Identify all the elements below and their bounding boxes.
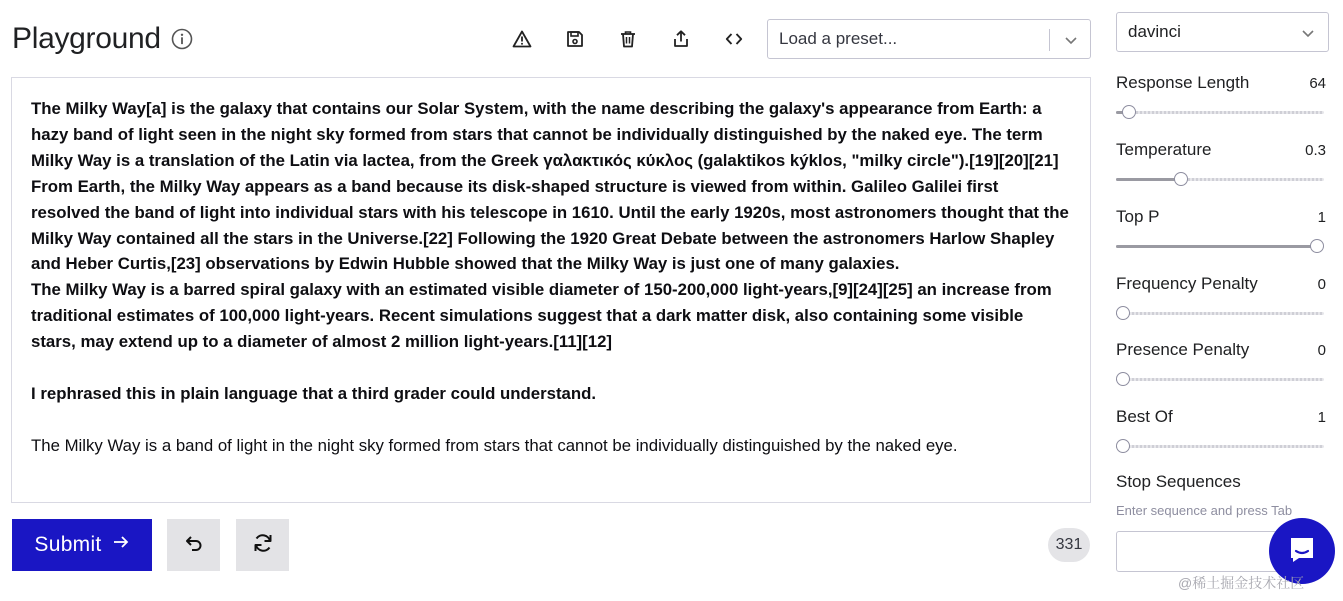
param-slider[interactable] [1116,440,1324,452]
param-slider[interactable] [1116,240,1324,252]
param-value[interactable]: 0 [1317,341,1326,359]
slider-thumb[interactable] [1310,239,1324,253]
param-slider[interactable] [1116,106,1324,118]
slider-thumb[interactable] [1116,306,1130,320]
submit-button[interactable] [12,519,152,571]
page-header [12,18,193,60]
param-slider[interactable] [1116,307,1324,319]
save-floppy-icon[interactable] [558,22,592,56]
param-temperature [1116,139,1326,185]
param-value[interactable]: 64 [1309,74,1326,92]
param-label: Best Of [1116,407,1173,426]
param-top-p [1116,206,1326,252]
preset-placeholder: Load a preset... [779,29,898,48]
param-value[interactable]: 0 [1317,275,1326,293]
chevron-down-icon [1299,24,1317,47]
stop-sequences-hint: Enter sequence and press Tab [1116,503,1293,518]
watermark-text: @稀土掘金技术社区 [1178,575,1305,591]
chat-bubble-icon [1285,532,1319,571]
warning-triangle-icon[interactable] [505,22,539,56]
preset-select[interactable] [767,19,1091,59]
param-row [1116,273,1326,295]
slider-track [1116,378,1324,381]
param-slider[interactable] [1116,173,1324,185]
prompt-paragraph: The Milky Way is a barred spiral galaxy with an estimated visible diameter of 150-200,000 light-years,[9][24][25] an increase from traditional estimates of 100,000 light-years. Recent simulations suggest that a dark matter disk, also containing some visible stars, may extend up to a diameter of almost 2 million light-years.[11][12] [31,280,1052,352]
code-icon[interactable] [717,22,751,56]
slider-thumb[interactable] [1116,372,1130,386]
undo-button[interactable] [167,519,220,571]
slider-fill [1116,178,1181,181]
param-row [1116,139,1326,161]
param-row [1116,72,1326,94]
toolbar [505,22,751,56]
prompt-paragraph: The Milky Way[a] is the galaxy that contains our Solar System, with the name describing the galaxy's appearance from Earth: a hazy band of light seen in the night sky formed from stars that cannot be individually distinguished by the naked eye. The term Milky Way is a translation of the Latin via lactea, from the Greek γαλακτικός κύκλος (galaktikos kýklos, "milky circle").[19][20][21] From Earth, the Milky Way appears as a band because its disk-shaped structure is viewed from within. Galileo Galilei first resolved the band of light into individual stars with his telescope in 1610. Until the early 1920s, most astronomers thought that the Milky Way contained all the stars in the Universe.[22] Following the 1920 Great Debate between the astronomers Harlow Shapley and Heber Curtis,[23] observations by Edwin Hubble showed that the Milky Way is just one of many galaxies. [31,99,1069,274]
param-label: Top P [1116,207,1160,226]
trash-icon[interactable] [611,22,645,56]
slider-thumb[interactable] [1116,439,1130,453]
param-value[interactable]: 0.3 [1305,141,1326,159]
param-best-of [1116,406,1326,452]
param-label: Temperature [1116,140,1212,159]
slider-track [1116,312,1324,315]
share-icon[interactable] [664,22,698,56]
slider-thumb[interactable] [1174,172,1188,186]
undo-icon [183,532,205,559]
slider-track [1116,111,1324,114]
slider-fill [1116,245,1317,248]
completion-text: The Milky Way is a band of light in the night sky formed from stars that cannot be individually distinguished by the naked eye. [31,435,958,455]
model-select[interactable] [1116,12,1329,52]
param-slider[interactable] [1116,373,1324,385]
prompt-instruction: I rephrased this in plain language that a third grader could understand. [31,384,597,404]
regenerate-icon [251,531,275,560]
param-label: Response Length [1116,73,1250,92]
param-row [1116,206,1326,228]
param-row [1116,406,1326,428]
param-value[interactable]: 1 [1317,208,1326,226]
param-value[interactable]: 1 [1317,408,1326,426]
chevron-down-icon [1062,31,1080,54]
prompt-editor[interactable] [11,77,1091,503]
param-row [1116,339,1326,361]
page-title: Playground [12,22,161,55]
param-label: Frequency Penalty [1116,274,1258,293]
param-frequency-penalty [1116,273,1326,319]
param-response-length [1116,72,1326,118]
param-label: Presence Penalty [1116,340,1250,359]
slider-thumb[interactable] [1122,105,1136,119]
arrow-right-icon [112,533,130,557]
info-circle-icon[interactable] [171,28,193,50]
stop-sequences-title: Stop Sequences [1116,472,1241,491]
submit-label: Submit [34,533,102,556]
model-value: davinci [1128,22,1181,41]
token-count-badge: 331 [1048,528,1090,562]
regenerate-button[interactable] [236,519,289,571]
slider-track [1116,445,1324,448]
preset-divider [1049,29,1050,51]
param-presence-penalty [1116,339,1326,385]
